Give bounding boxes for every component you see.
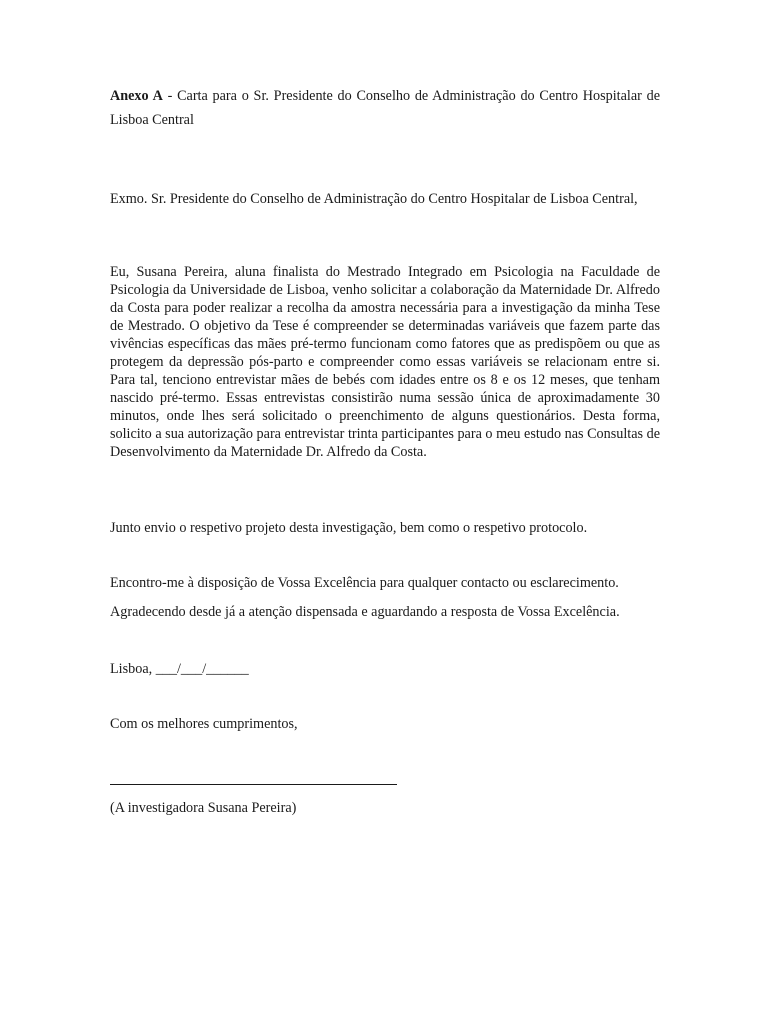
regards: Com os melhores cumprimentos, xyxy=(110,716,298,732)
place-date: Lisboa, ___/___/______ xyxy=(110,661,249,677)
body-paragraph: Eu, Susana Pereira, aluna finalista do Mestrado Integrado em Psicologia na Faculdade de Psicologia da Universidade de Lisboa, venho solicitar a colaboração da Maternidade Dr. Alfredo da Costa para poder realizar a recolha da amostra necessária para a investigação da minha Tese de Mestrado. O objetivo da Tese é compreender se determinadas variáveis que fazem parte das vivências específicas das mães pré-termo funcionam como fatores que as predispõem ou que as protegem da depressão pós-parto e compreender como essas variáveis se relacionam entre si. Para tal, tenciono entrevistar mães de bebés com idades entre os 8 e os 12 meses, que tenham nascido pré-termo. Essas entrevistas consistirão numa sessão única de aproximadamente 30 minutos, onde lhes será solicitado o preenchimento de alguns questionários. Desta forma, solicito a sua autorização para entrevistar trinta participantes para o meu estudo nas Consultas de Desenvolvimento da Maternidade Dr. Alfredo da Costa. xyxy=(110,264,660,460)
enclosure-note: Junto envio o respetivo projeto desta investigação, bem como o respetivo protocolo. xyxy=(110,520,588,536)
closing-availability: Encontro-me à disposição de Vossa Excelência para qualquer contacto ou esclarecimento. xyxy=(110,575,619,591)
closing-thanks: Agradecendo desde já a atenção dispensada e aguardando a resposta de Vossa Excelência. xyxy=(110,604,620,620)
annex-label: Anexo A xyxy=(110,88,163,104)
signature-line xyxy=(110,784,397,785)
annex-heading xyxy=(110,84,660,132)
signature-name: (A investigadora Susana Pereira) xyxy=(110,800,297,816)
annex-title: - Carta para o Sr. Presidente do Conselho de Administração do Centro Hospitalar de Lisboa Central xyxy=(110,88,660,128)
salutation: Exmo. Sr. Presidente do Conselho de Administração do Centro Hospitalar de Lisboa Central, xyxy=(110,191,638,207)
letter-page xyxy=(110,0,660,1024)
